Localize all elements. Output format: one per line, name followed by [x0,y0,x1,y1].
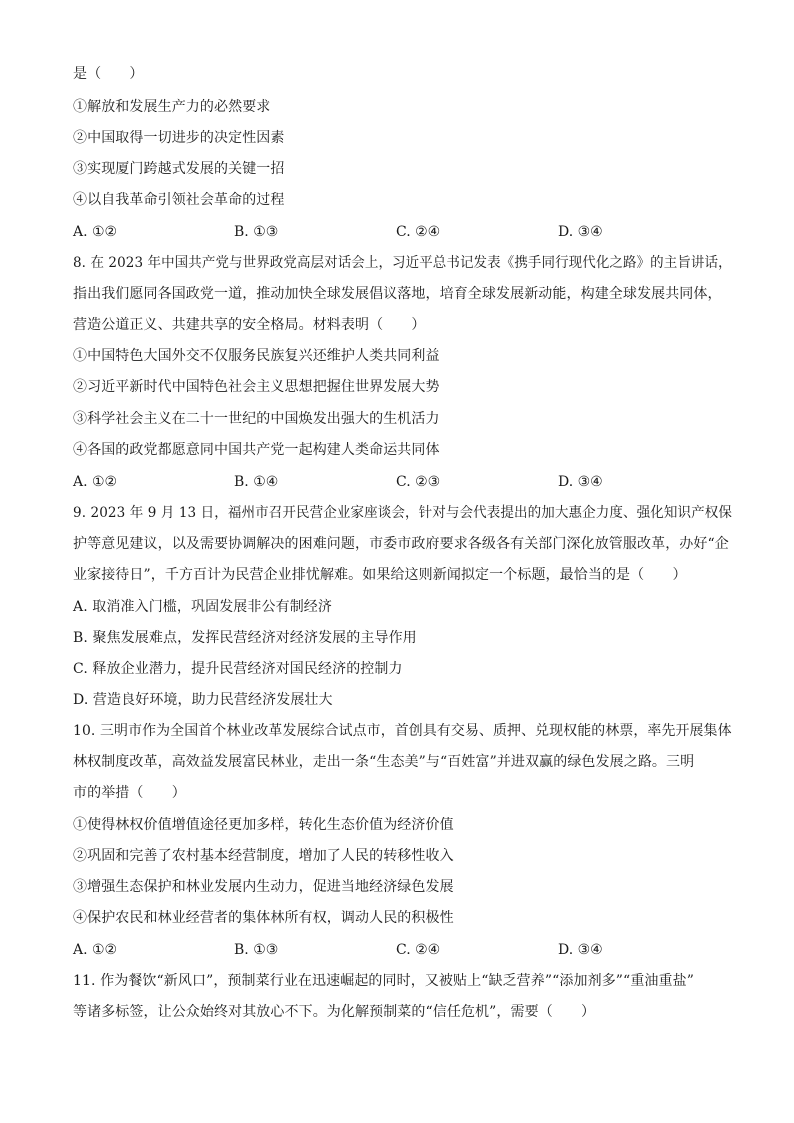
q10-item-3: ③增强生态保护和林业发展内生动力，促进当地经济绿色发展 [73,879,454,895]
q8-item-3: ③科学社会主义在二十一世纪的中国焕发出强大的生机活力 [73,411,440,427]
q8-stem-line-3: 营造公道正义、共建共享的安全格局。材料表明（ ） [73,317,426,333]
q8-stem-line-2: 指出我们愿同各国政党一道，推动加快全球发展倡议落地，培育全球发展新动能，构建全球发展共同体， [73,286,722,302]
q7-option-d: D. ③④ [558,224,603,240]
q7-item-4: ④以自我革命引领社会革命的过程 [73,192,285,208]
q8-item-4: ④各国的政党都愿意同中国共产党一起构建人类命运共同体 [73,442,440,458]
q7-option-a: A. ①② [73,224,118,240]
q9-option-c: C. 释放企业潜力，提升民营经济对国民经济的控制力 [73,661,403,677]
q7-stem-tail: 是（ ） [73,66,144,82]
q10-option-d: D. ③④ [558,942,603,958]
q7-item-2: ②中国取得一切进步的决定性因素 [73,130,285,146]
q8-option-a: A. ①② [73,474,118,490]
q9-option-b: B. 聚焦发展难点，发挥民营经济对经济发展的主导作用 [73,630,417,646]
q11-stem-line-1: 11. 作为餐饮“新风口”，预制菜行业在迅速崛起的同时，又被贴上“缺乏营养”“添加剂多”“重油重盐” [73,973,694,989]
q8-option-b: B. ①④ [234,474,279,490]
q10-option-b: B. ①③ [234,942,279,958]
q7-option-c: C. ②④ [396,224,441,240]
q10-item-2: ②巩固和完善了农村基本经营制度，增加了人民的转移性收入 [73,848,454,864]
q7-item-3: ③实现厦门跨越式发展的关键一招 [73,161,285,177]
q10-item-1: ①使得林权价值增值途径更加多样，转化生态价值为经济价值 [73,817,454,833]
q9-option-a: A. 取消准入门槛，巩固发展非公有制经济 [73,599,333,615]
q10-option-a: A. ①② [73,942,118,958]
q10-item-4: ④保护农民和林业经营者的集体林所有权，调动人民的积极性 [73,910,454,926]
q7-item-1: ①解放和发展生产力的必然要求 [73,99,271,115]
q9-option-d: D. 营造良好环境，助力民营经济发展壮大 [73,692,333,708]
q7-option-b: B. ①③ [234,224,279,240]
q10-stem-line-1: 10. 三明市作为全国首个林业改革发展综合试点市，首创具有交易、质押、兑现权能的林票，率先开展集体 [73,723,732,739]
q10-option-c: C. ②④ [396,942,441,958]
q9-stem-line-2: 护等意见建议，以及需要协调解决的困难问题，市委市政府要求各级各有关部门深化放管服改革，办好“企 [73,536,729,552]
q8-stem-line-1: 8. 在 2023 年中国共产党与世界政党高层对话会上，习近平总书记发表《携手同行现代化之路》的主旨讲话， [73,255,732,271]
q10-stem-line-3: 市的举措（ ） [73,785,186,801]
q8-item-1: ①中国特色大国外交不仅服务民族复兴还维护人类共同利益 [73,348,440,364]
q9-stem-line-3: 业家接待日”，千方百计为民营企业排忧解难。如果给这则新闻拟定一个标题，最恰当的是（ ） [73,567,687,583]
q8-option-c: C. ②③ [396,474,441,490]
q9-stem-line-1: 9. 2023 年 9 月 13 日，福州市召开民营企业家座谈会，针对与会代表提出的加大惠企力度、强化知识产权保 [73,505,733,521]
q8-item-2: ②习近平新时代中国特色社会主义思想把握住世界发展大势 [73,379,440,395]
q10-stem-line-2: 林权制度改革，高效益发展富民林业，走出一条“生态美”与“百姓富”并进双赢的绿色发展之路。三明 [73,754,695,770]
q11-stem-line-2: 等诸多标签，让公众始终对其放心不下。为化解预制菜的“信任危机”，需要（ ） [73,1004,596,1020]
q8-option-d: D. ③④ [558,474,603,490]
